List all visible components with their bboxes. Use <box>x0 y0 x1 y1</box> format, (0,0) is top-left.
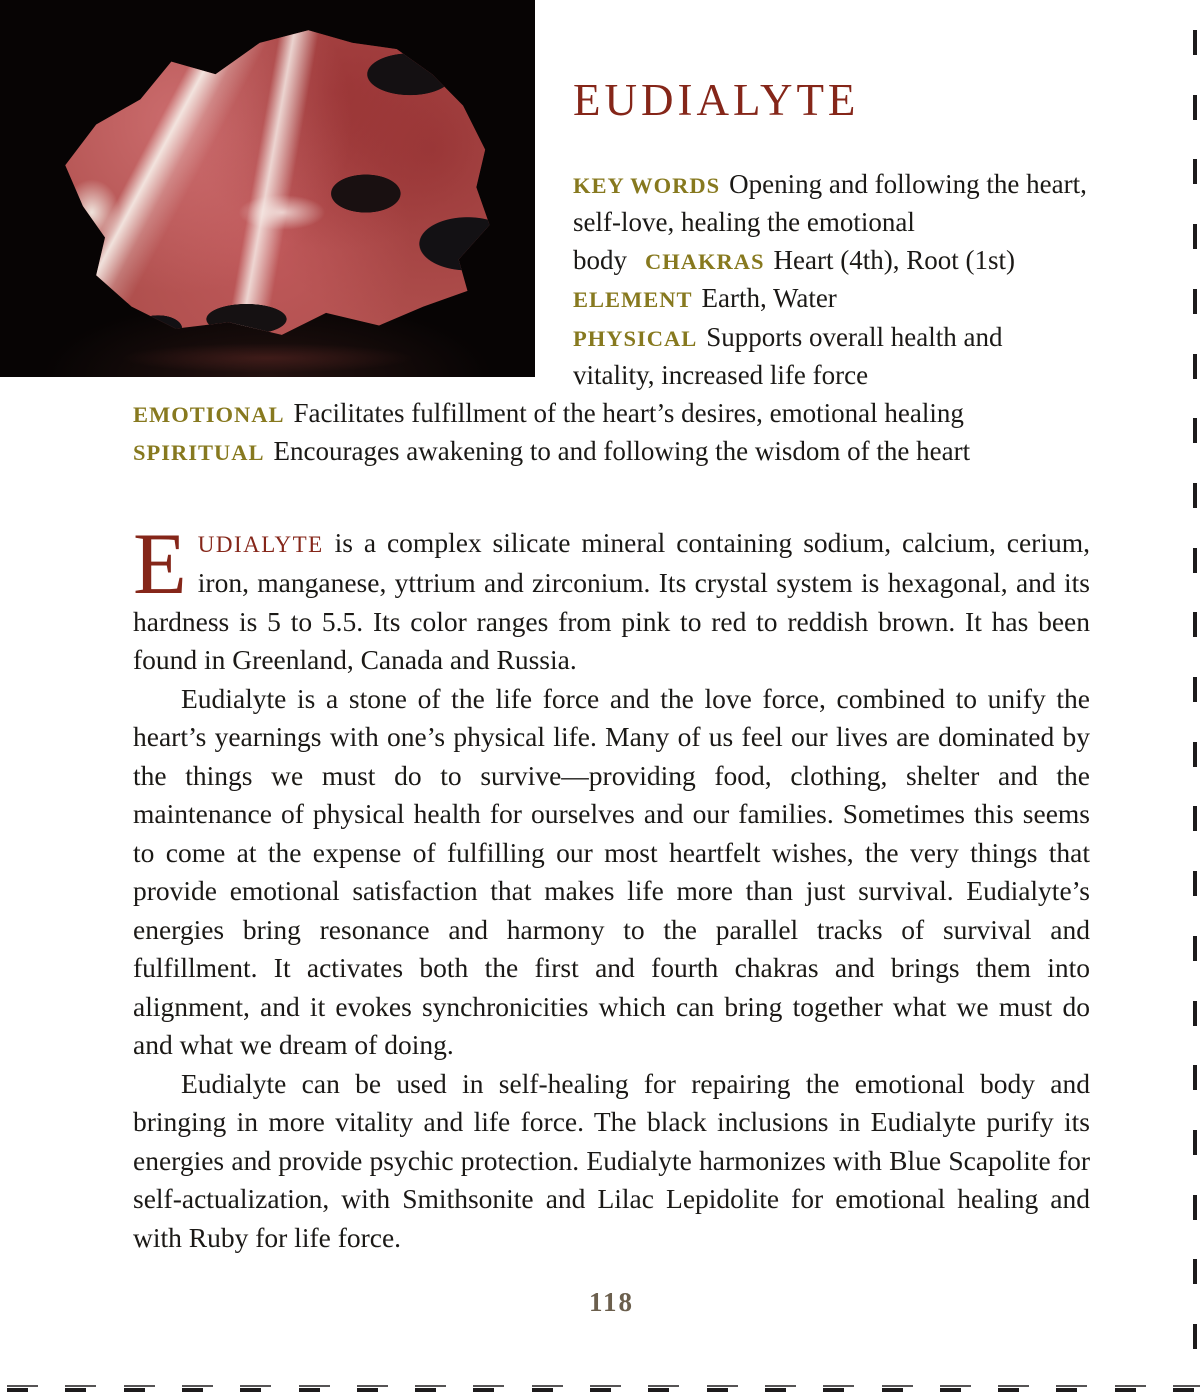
edge-mark-bottom <box>1115 1385 1146 1393</box>
edge-mark-bottom <box>532 1385 563 1393</box>
edge-mark-right <box>1193 1259 1197 1284</box>
edge-mark-bottom <box>1173 1385 1200 1393</box>
edge-mark-right <box>1193 224 1197 249</box>
spiritual-value: Encourages awakening to and following the wisdom of the heart <box>273 436 971 466</box>
edge-mark-right <box>1193 1195 1197 1220</box>
mineral-photo <box>0 0 535 377</box>
edge-mark-bottom <box>707 1385 738 1393</box>
edge-mark-bottom <box>299 1385 330 1393</box>
physical-label: PHYSICAL <box>573 325 698 351</box>
edge-mark-right <box>1193 30 1197 55</box>
edge-mark-bottom <box>590 1385 621 1393</box>
edge-mark-bottom <box>1056 1385 1087 1393</box>
edge-mark-bottom <box>65 1385 96 1393</box>
edge-mark-bottom <box>998 1385 1029 1393</box>
paragraph-1 <box>133 515 1090 680</box>
edge-mark-bottom <box>7 1385 38 1393</box>
page-title: EUDIALYTE <box>573 75 860 125</box>
chakras-value: Heart (4th), Root (1st) <box>773 244 1015 275</box>
edge-mark-bottom <box>473 1385 504 1393</box>
edge-mark-right <box>1193 289 1197 314</box>
edge-mark-bottom <box>765 1385 796 1393</box>
edge-mark-right <box>1193 95 1197 120</box>
edge-mark-bottom <box>648 1385 679 1393</box>
edge-mark-right <box>1193 612 1197 637</box>
edge-mark-right <box>1193 871 1197 896</box>
edge-mark-right <box>1193 806 1197 831</box>
edge-mark-bottom <box>415 1385 446 1393</box>
edge-mark-right <box>1193 1130 1197 1155</box>
edge-mark-right <box>1193 418 1197 443</box>
edge-mark-bottom <box>182 1385 213 1393</box>
emotional-value: Facilitates fulfillment of the heart’s desires, emotional healing <box>293 397 964 428</box>
edge-mark-right <box>1193 159 1197 184</box>
edge-mark-bottom <box>124 1385 155 1393</box>
edge-mark-right <box>1193 1324 1197 1349</box>
edge-mark-bottom <box>823 1385 854 1393</box>
paragraph-1-text: is a complex silicate mineral containing sodium, calcium, cerium, iron, manganese, yttrium and zirconium. Its crystal system is hexagonal, and its hardness is 5 to 5.5. Its color ranges from pink to red to reddish brown. It has been found in Greenland, Canada and Russia. <box>133 526 1090 675</box>
edge-mark-right <box>1193 548 1197 573</box>
page-number: 118 <box>588 1287 634 1317</box>
keywords-value: Opening and following the heart, self-love, healing the emotional body <box>573 168 1087 275</box>
edge-mark-right <box>1193 483 1197 508</box>
edge-mark-right <box>1193 1001 1197 1026</box>
prop-spiritual <box>133 433 1090 472</box>
edge-mark-right <box>1193 677 1197 702</box>
emotional-label: EMOTIONAL <box>133 401 285 427</box>
edge-mark-bottom <box>240 1385 271 1393</box>
prop-emotional <box>133 395 1090 434</box>
eudialyte-specimen-image <box>52 24 494 338</box>
specimen-reflection <box>120 343 415 373</box>
element-value: Earth, Water <box>701 283 837 313</box>
chakras-label: CHAKRAS <box>645 248 765 274</box>
edge-mark-right <box>1193 354 1197 379</box>
edge-mark-bottom <box>357 1385 388 1393</box>
physical-value: Supports overall health and vitality, increased life force <box>573 321 1003 390</box>
keywords-label: KEY WORDS <box>573 172 721 198</box>
edge-mark-right <box>1193 1065 1197 1090</box>
edge-mark-bottom <box>882 1385 913 1393</box>
drop-cap: E <box>133 515 187 613</box>
edge-mark-bottom <box>940 1385 971 1393</box>
paragraph-2: Eudialyte is a stone of the life force and the love force, combined to unify the heart’s yearnings with one’s physical life. Many of us feel our lives are dominated by the things we must do to survive—providing food, clothing, shelter and the maintenance of physical health for ourselves and our families. Sometimes this seems to come at the expense of fulfilling our most heartfelt wishes, the very things that provide emotional satisfaction that makes life more than just survival. Eudialyte’s energies bring resonance and harmony to the parallel tracks of survival and fulfillment. It activates both the first and fourth chakras and brings them into alignment, and it evokes synchronicities which can bring together what we must do and what we dream of doing. <box>133 682 1090 1060</box>
edge-mark-right <box>1193 742 1197 767</box>
edge-mark-right <box>1193 936 1197 961</box>
paragraph-3: Eudialyte can be used in self-healing for repairing the emotional body and bringing in more vitality and life force. The black inclusions in Eudialyte purify its energies and provide psychic protection. Eudialyte harmonizes with Blue Scapolite for self-actualization, with Smithsonite and Lilac Lepidolite for emotional healing and with Ruby for life force. <box>133 1067 1090 1253</box>
spiritual-label: SPIRITUAL <box>133 440 265 465</box>
lead-smallcaps: UDIALYTE <box>197 531 324 557</box>
element-label: ELEMENT <box>573 287 693 312</box>
